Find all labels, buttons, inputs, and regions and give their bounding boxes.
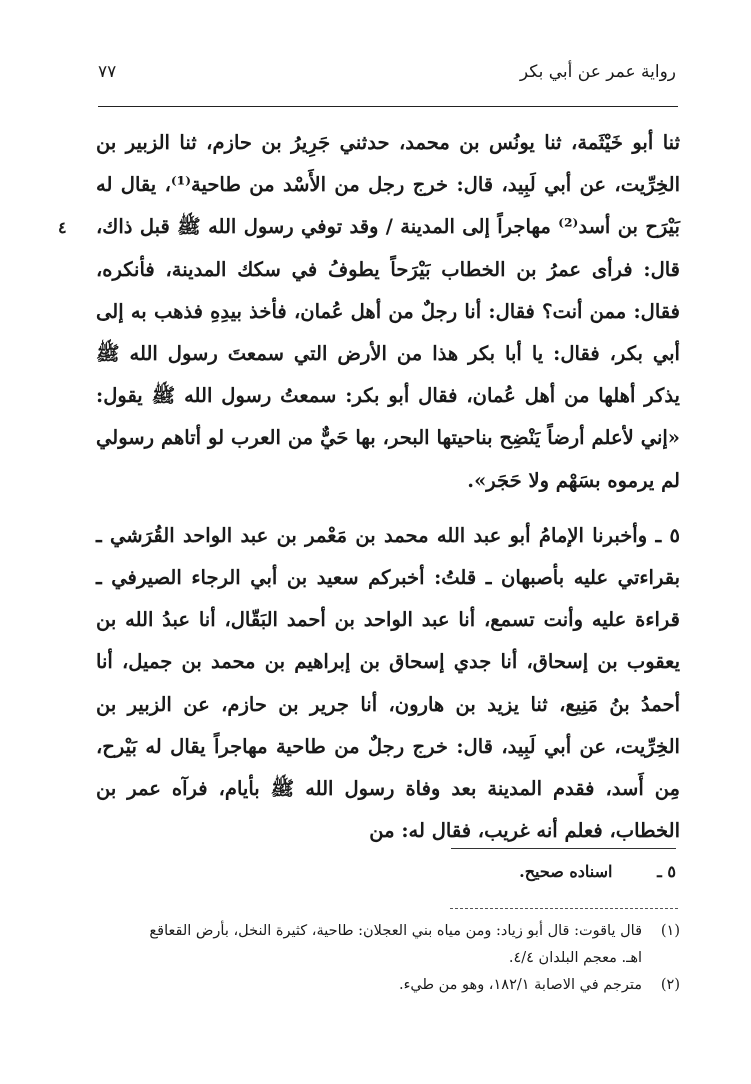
page-number: ٧٧: [98, 62, 117, 82]
text-line: المدينة، فأنكره، فقال: ممن أنت؟ فقال: أنا رجلٌ من أهل عُمان،: [96, 257, 680, 323]
footnote-line: مترجم في الاصابة ١٨٢/١، وهو من طيء.: [398, 977, 642, 993]
text-line: محمد بن جميل، أنا أحمدُ بنُ مَنِيع، ثنا يزيد بن هارون، أنا جرير: [96, 650, 680, 716]
text-line: الصيرفي ـ قراءة عليه وأنت تسمع، أنا عبد الواحد بن أحمد البَقّال،: [96, 566, 680, 632]
footnote-line: قال ياقوت: قال أبو زياد: ومن مياه بني العجلان: طاحية، كثيرة النخل، بأرض القعاقع: [149, 923, 642, 939]
main-text: [96, 122, 680, 852]
note-number: ٥ ـ: [657, 862, 676, 881]
footnote-text: [96, 972, 642, 999]
grading-note: [376, 862, 676, 881]
note-divider: [451, 848, 676, 849]
footnote: [96, 918, 680, 972]
footnote-line: اهـ. معجم البلدان ٤/٤.: [508, 950, 642, 966]
footnotes: [96, 918, 680, 999]
header-rule: [98, 106, 678, 107]
text-line: القُرَشي ـ بقراءتي عليه بأصبهان ـ قلتُ: أخبركم سعيد بن أبي الرجاء: [96, 523, 681, 590]
page-header: [98, 60, 676, 94]
footnote-number: (٢): [660, 977, 680, 993]
text-line: التي سمعتَ رسول الله ﷺ يذكر أهلها من أهل عُمان، فقال أبو بكر:: [96, 342, 680, 408]
running-title: رواية عمر عن أبي بكر: [519, 62, 676, 82]
footnote-number: (١): [660, 923, 680, 939]
footnote: [96, 972, 680, 999]
text-line: فأخذ بيدِهِ فذهب به إلى أبي بكر، فقال: يا أبا بكر هذا من الأرض: [96, 299, 680, 366]
text-line: أنا عبدُ الله بن يعقوب بن إسحاق، أنا جدي إسحاق بن إبراهيم بن: [96, 608, 680, 674]
footnote-text: [96, 918, 642, 972]
margin-page-mark: ٤: [58, 218, 67, 237]
text-line: قبل ذاك، قال: فرأى عمرُ بن الخطاب بَيْرَحاً يطوفُ في سكك: [96, 215, 681, 281]
text-line: يقال له بَيْرَح بن أسد⁽²⁾ مهاجراً إلى المدينة / وقد توفي رسول الله ﷺ: [96, 173, 680, 239]
paragraph-hadith-5: [96, 515, 680, 853]
text-line: الله ﷺ بأيام، فرآه عمر بن الخطاب، فعلم أنه غريب، فقال له: من: [96, 777, 680, 843]
note-text: اسناده صحيح.: [519, 862, 613, 881]
text-line: ٥ ـ وأخبرنا الإمامُ أبو عبد الله محمد بن مَعْمر بن عبد الواحد: [182, 523, 680, 547]
text-line: ثنا أبو خَيْثَمة، ثنا يونُس بن محمد، حدثني جَرِيرُ بن حازم، ثنا الزبير: [125, 131, 680, 154]
text-line: بن الخِرِّيت، عن أبي لَبِيد، قال: خرج رجل من الأَسْد من طاحية⁽¹⁾،: [96, 131, 681, 197]
footnote-divider: [450, 908, 678, 909]
text-line: بن حازم، عن الزبير بن الخِرِّيت، عن أبي لَبِيد، قال: خرج رجلٌ من: [96, 692, 680, 758]
text-line: سمعتُ رسول الله ﷺ يقول: «إني لأعلم أرضاً يَنْضِح بناحيتها البحر،: [96, 384, 680, 450]
paragraph-hadith-4: [96, 122, 680, 502]
text-line: طاحية مهاجراً يقال له بَيْرح، مِن أَسد، فقدم المدينة بعد وفاة رسول: [96, 734, 681, 801]
text-line: بها حَيٌّ من العرب لو أتاهم رسولي لم يرموه بسَهْم ولا حَجَر».: [96, 426, 680, 492]
